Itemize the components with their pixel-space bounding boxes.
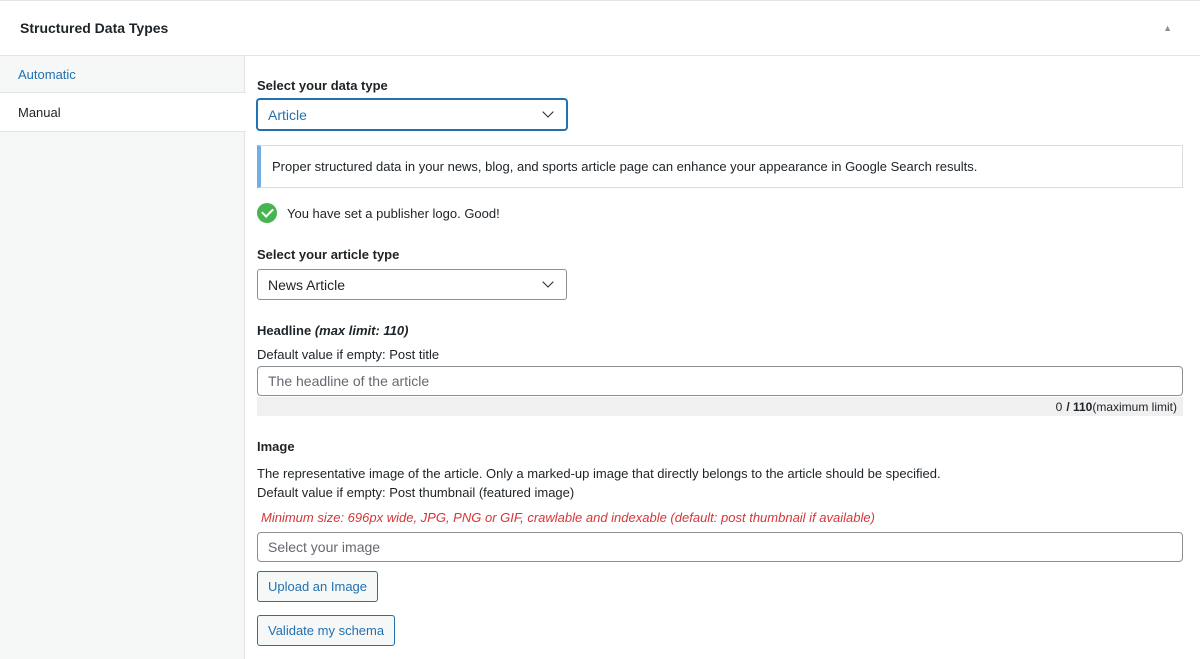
headline-max-note: (maximum limit) [1092,399,1177,414]
article-type-label: Select your article type [257,247,400,262]
image-requirement-warning: Minimum size: 696px wide, JPG, PNG or GIF, crawlable and indexable (default: post thumbnail if available) [261,510,875,525]
headline-limit-note: (max limit: 110) [314,323,409,338]
triangle-up-icon[interactable]: ▲ [1163,23,1172,33]
tab-manual[interactable]: Manual [0,92,246,132]
tab-automatic[interactable]: Automatic [18,66,76,82]
tab-sidebar [0,56,245,659]
check-circle-icon [257,203,277,223]
success-text: You have set a publisher logo. Good! [287,205,500,221]
notice-text: Proper structured data in your news, blog, and sports article page can enhance your appearance in Google Search results. [272,159,978,174]
panel-title: Structured Data Types [20,20,169,36]
chevron-down-icon [542,276,553,287]
article-type-select[interactable] [257,269,567,300]
headline-label-text: Headline [257,323,312,338]
publisher-logo-status [257,203,500,223]
headline-label [257,323,409,338]
upload-image-button[interactable]: Upload an Image [257,571,378,602]
headline-counter [257,397,1183,416]
data-type-selected: Article [268,106,307,123]
headline-default-note: Default value if empty: Post title [257,347,440,362]
panel-body [0,56,1200,659]
info-notice [257,145,1183,188]
image-label: Image [257,439,295,454]
headline-count: 0 [1055,399,1063,414]
data-type-select[interactable] [257,99,567,130]
image-input[interactable] [257,532,1183,562]
article-type-selected: News Article [268,276,346,293]
validate-schema-button[interactable]: Validate my schema [257,615,395,646]
chevron-down-icon [542,106,553,117]
image-description: The representative image of the article. Only a marked-up image that directly belongs to the article should be specified. [257,466,941,481]
image-default-note: Default value if empty: Post thumbnail (featured image) [257,485,575,500]
headline-max: / 110 [1066,399,1093,414]
data-type-label: Select your data type [257,78,388,93]
panel-header[interactable] [0,1,1200,56]
headline-input[interactable] [257,366,1183,396]
